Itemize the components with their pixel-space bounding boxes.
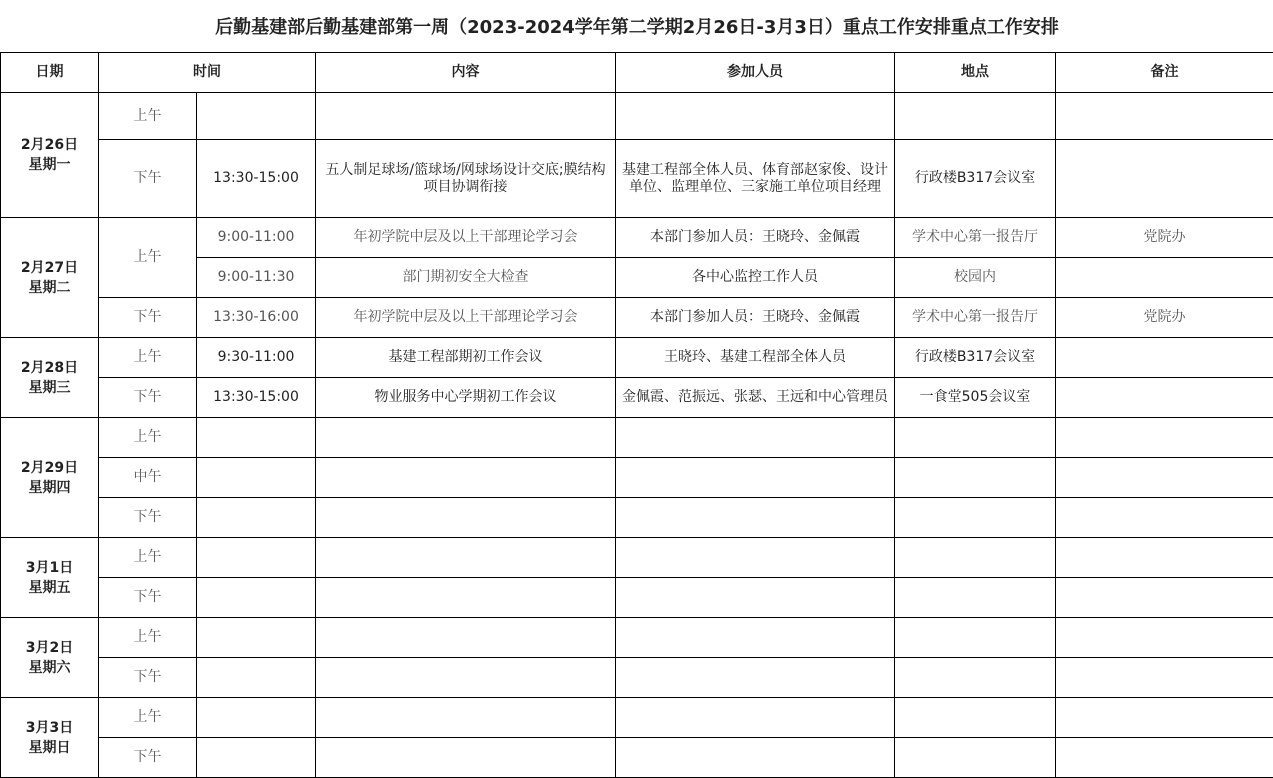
header-row: [1, 53, 1273, 93]
table-row: [1, 658, 1273, 698]
date-cell-sat: [1, 618, 99, 698]
remarks-cell: [1056, 140, 1273, 218]
weekday-label: 星期六: [29, 660, 71, 676]
date-cell-wed: [1, 338, 99, 418]
date-label: 2月26日: [21, 137, 78, 153]
weekday-label: 星期一: [29, 157, 71, 173]
period-cell: 下午: [99, 658, 197, 698]
time-cell: 13:30-15:00: [197, 378, 316, 418]
period-cell: 下午: [99, 578, 197, 618]
content-cell: 年初学院中层及以上干部理论学习会: [316, 218, 616, 258]
remarks-cell: [1056, 93, 1273, 140]
header-content: 内容: [316, 53, 616, 93]
remarks-cell: [1056, 378, 1273, 418]
participants-cell: 基建工程部全体人员、体育部赵家俊、设计单位、监理单位、三家施工单位项目经理: [616, 140, 895, 218]
table-row: [1, 93, 1273, 140]
date-cell-thu: [1, 418, 99, 538]
time-cell: 13:30-15:00: [197, 140, 316, 218]
remarks-cell: [1056, 338, 1273, 378]
period-cell: 上午: [99, 218, 197, 298]
date-cell-fri: [1, 538, 99, 618]
period-cell: 上午: [99, 338, 197, 378]
weekday-label: 星期日: [29, 740, 71, 756]
date-label: 2月29日: [21, 460, 78, 476]
remarks-cell: [1056, 258, 1273, 298]
date-cell-tue: [1, 218, 99, 338]
participants-cell: 本部门参加人员：王晓玲、金佩霞: [616, 298, 895, 338]
location-cell: [895, 93, 1056, 140]
table-row: [1, 698, 1273, 738]
weekday-label: 星期五: [29, 580, 71, 596]
table-row: [1, 738, 1273, 778]
participants-cell: 王晓玲、基建工程部全体人员: [616, 338, 895, 378]
weekday-label: 星期二: [29, 280, 71, 296]
period-cell: 上午: [99, 93, 197, 140]
header-date: 日期: [1, 53, 99, 93]
date-label: 3月3日: [26, 720, 73, 736]
period-cell: 下午: [99, 498, 197, 538]
table-row: [1, 418, 1273, 458]
table-row: [1, 578, 1273, 618]
period-cell: 中午: [99, 458, 197, 498]
location-cell: 行政楼B317会议室: [895, 140, 1056, 218]
content-cell: 部门期初安全大检查: [316, 258, 616, 298]
weekday-label: 星期三: [29, 380, 71, 396]
period-cell: 下午: [99, 140, 197, 218]
location-cell: 学术中心第一报告厅: [895, 298, 1056, 338]
table-row: [1, 338, 1273, 378]
content-cell: 物业服务中心学期初工作会议: [316, 378, 616, 418]
date-label: 3月2日: [26, 640, 73, 656]
content-cell: 五人制足球场/篮球场/网球场设计交底;膜结构项目协调衔接: [316, 140, 616, 218]
period-cell: 上午: [99, 698, 197, 738]
table-row: [1, 140, 1273, 218]
table-row: [1, 538, 1273, 578]
location-cell: 一食堂505会议室: [895, 378, 1056, 418]
table-row: [1, 458, 1273, 498]
time-cell: 9:00-11:30: [197, 258, 316, 298]
content-cell: 年初学院中层及以上干部理论学习会: [316, 298, 616, 338]
date-cell-sun: [1, 698, 99, 778]
participants-cell: [616, 93, 895, 140]
content-cell: 基建工程部期初工作会议: [316, 338, 616, 378]
table-row: [1, 378, 1273, 418]
date-label: 2月27日: [21, 260, 78, 276]
header-remarks: 备注: [1056, 53, 1273, 93]
participants-cell: 金佩霞、范振远、张瑟、王远和中心管理员: [616, 378, 895, 418]
content-cell: [316, 93, 616, 140]
table-row: [1, 298, 1273, 338]
date-cell-mon: [1, 93, 99, 218]
header-location: 地点: [895, 53, 1056, 93]
period-cell: 上午: [99, 618, 197, 658]
participants-cell: 本部门参加人员：王晓玲、金佩霞: [616, 218, 895, 258]
time-cell: 9:30-11:00: [197, 338, 316, 378]
header-participants: 参加人员: [616, 53, 895, 93]
table-row: [1, 218, 1273, 258]
period-cell: 下午: [99, 378, 197, 418]
time-cell: 13:30-16:00: [197, 298, 316, 338]
location-cell: 校园内: [895, 258, 1056, 298]
location-cell: 学术中心第一报告厅: [895, 218, 1056, 258]
weekday-label: 星期四: [29, 480, 71, 496]
remarks-cell: 党院办: [1056, 218, 1273, 258]
period-cell: 上午: [99, 538, 197, 578]
header-time: 时间: [99, 53, 316, 93]
table-row: [1, 618, 1273, 658]
page-title: 后勤基建部后勤基建部第一周（2023-2024学年第二学期2月26日-3月3日）重点工作安排重点工作安排: [1, 0, 1273, 53]
remarks-cell: 党院办: [1056, 298, 1273, 338]
time-cell: [197, 93, 316, 140]
time-cell: 9:00-11:00: [197, 218, 316, 258]
date-label: 3月1日: [26, 560, 73, 576]
date-label: 2月28日: [21, 360, 78, 376]
location-cell: 行政楼B317会议室: [895, 338, 1056, 378]
period-cell: 上午: [99, 418, 197, 458]
table-row: [1, 498, 1273, 538]
period-cell: 下午: [99, 738, 197, 778]
participants-cell: 各中心监控工作人员: [616, 258, 895, 298]
period-cell: 下午: [99, 298, 197, 338]
